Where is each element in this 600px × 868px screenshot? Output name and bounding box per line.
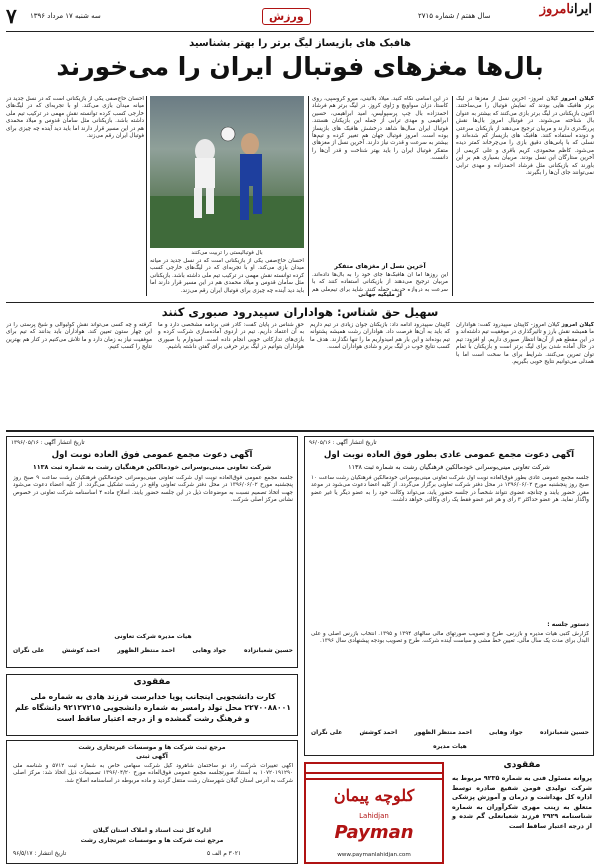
notice-right-agenda-title: دستور جلسه :: [547, 621, 589, 628]
lost-notice-license-title: مفقودی: [503, 760, 541, 770]
registry-code: ۳۰۲۱ م الف ۵: [207, 851, 242, 857]
registry-title: مرجع ثبت شرکت ها و موسسات غیرتجاری رشت: [78, 744, 226, 751]
lead-supertitle: هافبک های بازیساز لیگ برتر را بهتر بشناسید: [189, 38, 411, 49]
page-number: ۷: [6, 4, 17, 28]
section-label: ورزش: [262, 8, 311, 25]
registry-notice: [6, 740, 298, 864]
notice-right: [304, 436, 594, 756]
lead-column-5: احسان حاج‌صفی یکی از بازیکنانی است که در نسل جدید در میانه میدان بازی می‌کند. او با تجربه‌ای که در لیگ‌های خارجی کسب کرده توانسته نقش مهمی در ترکیب تیم ملی داشته باشد. بازیکنانی مثل سامان قدوس و میلاد محمدی هم در این مسیر قرار دارند اما باید دید آینده چه چیزی برای فوتبال ایران رقم می‌زند.: [150, 258, 304, 294]
ad-brand: کلوچه پیمان: [333, 786, 415, 805]
registry-date: تاریخ انتشار : ۹۶/۵/۱۷: [13, 851, 67, 857]
notice-right-footer: هیات مدیره: [433, 743, 467, 750]
lead-column-4: احسان حاج‌صفی یکی از بازیکنانی است که در نسل جدید در میانه میدان بازی می‌کند. او با تجربه‌ای که در لیگ‌های خارجی کسب کرده توانسته نقش مهمی در ترکیب تیم ملی داشته باشد. بازیکنانی مثل سامان قدوس و میلاد محمدی هم در این مسیر قرار دارند اما باید دید آینده چه چیزی برای فوتبال ایران رقم می‌زند.: [6, 96, 144, 140]
ad-url[interactable]: www.paymanlahidjan.com: [337, 852, 411, 858]
lost-notice-license-body: پروانه مسئول فنی به شماره ۹۲۳۵ مربوط به شرکت تولیدی فومن شفیع صادره توسط اداره کل بهداشت و درمان و آموزش پزشکی متعلق به زینب مهری شکرآوران به شماره شناسنامه ۲۹۲۹ فرزند شعبانعلی گم شده و از درجه اعتبار ساقط است: [452, 774, 592, 830]
second-column-3: حق شناس در پایان گفت: کادر فنی برنامه مشخصی دارد و ما به آن اعتماد داریم. تیم در اردوی آماده‌سازی شرکت کرده و بازی‌های تدارکاتی خوبی انجام داده است. امیدوارم با صبوری هواداران بتوانیم در لیگ برتر حرفی برای گفتن داشته باشیم.: [158, 322, 304, 351]
lost-notice-card: [6, 674, 298, 736]
photo-caption: بال فوتبالیستی را تربیت می‌کنند: [191, 250, 263, 256]
notice-left-body: جلسه مجمع عمومی فوق‌العاده نوبت اول شرکت تعاونی مینی‌بوسرانی خودمالکین فرهنگیان رشت ساعت ۹ صبح روز پنجشنبه مورخ ۱۳۹۶/۰۶/۰۲ در محل دفتر شرکت تعاونی واقع در رشت تشکیل می‌گردد. از کلیه اعضاء دعوت می‌شود جهت اتخاذ تصمیم نسبت به موضوعات ذیل در این جلسه حضور یابند. اصلاح ماده ۴ اساسنامه شرکت تعاونی در خصوص نشانی مرکز اصلی شرکت.: [13, 475, 293, 504]
second-column-2: کاپیتان سپیدرود ادامه داد: بازیکنان جوان زیادی در تیم داریم که باید به آن‌ها فرصت داد. هواداران رشت همیشه پشتوانه تیم بوده‌اند و این بار هم امیدواریم ما را تنها نگذارند. هدف ما کسب نتایج خوب در لیگ برتر و شادی هواداران است.: [310, 322, 450, 351]
payman-ad: [304, 762, 444, 864]
ad-brand-latin: Payman: [334, 822, 414, 843]
notice-left: [6, 436, 298, 668]
lead-column-1: گیلان امروز گیلان امروز- آخرین نسل از مغزها در لیگ برتر هافبک هایی بودند که نمایش فوتبال را می‌ساختند. اکنون بازیکنانی در لیگ برتر بازی می‌کنند که بیشتر به عنوان بال شناخته می‌شوند. در فوتبال امروز بال‌ها نقش پررنگ‌تری دارند و مربیان ترجیح می‌دهند از بازیکنان سرعتی و دونده استفاده کنند. هافبک های بازیساز کم شده‌اند و نسلی که با پاس‌های دقیق بازی را می‌چرخاند کمتر دیده می‌شود. کاظم محمودی، کریم باقری و علی کریمی از آخرین ستارگان این نسل بودند. مربیان بسیاری هم بر این باورند که بازیکنانی مثل فرشاد احمدزاده و مهدی ترابی نمی‌توانند جای آن‌ها را بگیرند.: [456, 96, 594, 177]
lead-headline: بال‌ها مغزهای فوتبال ایران را می‌خورند: [56, 52, 544, 81]
notice-right-agenda: گزارش کتبی هیات مدیره و بازرس. طرح و تصویب صورتهای مالی سالهای ۱۳۹۴ و ۱۳۹۵. انتخاب بازرس اصلی و علی البدل برای مدت یک سال مالی. تعیین خط مشی و سیاست آینده شرکت. طرح و تصویب بودجه پیشنهادی سال ۱۳۹۶.: [311, 631, 589, 645]
lost-notice-license: [450, 760, 594, 864]
lost-notice-card-body: کارت دانشجویی اینجانب پویا خدابرست فرزند هادی به شماره ملی ۲۲۷۰۰۸۸۰۰۱ محل تولد رامسر به شماره دانشجویی ۹۲۱۲۷۲۱۵ دانشگاه علم و فرهنگ رشت گمشده و از درجه اعتبار ساقط است: [15, 692, 291, 723]
notice-right-date: تاریخ انتشار آگهی : ۹۶/۰۵/۱۶: [309, 440, 377, 446]
registry-footer: اداره کل ثبت اسناد و املاک استان گیلان: [92, 827, 212, 834]
players-illustration: [150, 96, 304, 248]
second-column-1: گیلان امروز گیلان امروز- کاپیتان سپیدرود گفت: هواداران ما همیشه نقش بارز و تاثیرگذاری در موفقیت تیم داشته‌اند و در این مقطع هم از آن‌ها انتظار صبوری داریم. او افزود: تیم در حال آماده شدن برای لیگ برتر است و بازیکنان با تمام توان تمرین می‌کنند. شرایط برای ما سخت است اما با همدلی می‌توانیم نتایج خوبی بگیریم.: [456, 322, 594, 366]
registry-footer-2: مرجع ثبت شرکت ها و موسسات غیرتجاری رشت: [80, 837, 224, 844]
notice-left-title: آگهی دعوت مجمع عمومی فوق العاده نوبت اول: [51, 450, 253, 460]
notice-right-title: آگهی دعوت مجمع عمومی عادی بطور فوق العاده نوبت اول: [323, 450, 575, 460]
registry-body: آگهی تغییرات شرکت راد نو ساختمان شاهرود گیل شرکت سهامی خاص به شماره ثبت ۵۷۱۲ و شناسه ملی ۱۰۷۲۰۱۹۱۲۹۰ به استناد صورتجلسه مجمع عمومی فوق‌العاده مورخ ۱۳۹۶/۰۴/۲۰ تصمیمات ذیل اتخاذ شد: مرکز اصلی شرکت به آدرس استان گیلان شهرستان رشت منتقل گردید و ماده مربوطه در اساسنامه اصلاح شد.: [13, 763, 293, 784]
lost-notice-card-title: مفقودی: [133, 677, 171, 687]
lead-subhead: آخرین نسل از مغزهای متفکر: [334, 262, 426, 270]
football-photo: [150, 96, 304, 248]
registry-subtitle: آگهی ثبتی: [136, 753, 168, 760]
second-headline: سهیل حق شناس: هواداران سپیدرود صبوری کنند: [161, 305, 439, 319]
notice-left-footer: هیات مدیره شرکت تعاونی: [114, 633, 192, 640]
issue-number: سال هفتم / شماره ۲۷۱۵: [418, 12, 491, 20]
lead-byline: از ملیکیه جهانی: [358, 292, 402, 298]
newspaper-logo: ایرانامروز: [539, 2, 592, 17]
ad-tag: Lahidjan: [359, 812, 389, 820]
notice-left-subtitle: شرکت تعاونی مینی‌بوسرانی خودمالکین فرهنگیان رشت به شماره ثبت ۱۱۳۸: [32, 463, 272, 471]
lead-column-3: این روزها اما آن هافبک‌ها جای خود را به بال‌ها داده‌اند. مربیان ترجیح می‌دهند از بازیکنانی استفاده کنند که با سرعت به دروازه حریف حمله کنند. شاید برای تیم‌ملی هم: [312, 272, 448, 292]
second-column-4: گرفته و چه کسی می‌تواند نقش کولیوالی و شیخ پرستی را در این چهار ستون تعیین کند. هواداران باید بدانند که تیم برای موفقیت نیاز به زمان دارد و ما تلاش می‌کنیم در کنار هم بهترین نتایج را کسب کنیم.: [6, 322, 152, 351]
notice-right-body: جلسه مجمع عمومی عادی بطور فوق‌العاده نوبت اول شرکت تعاونی مینی‌بوسرانی خودمالکین فرهنگیان رشت ساعت ۱۰ صبح روز پنجشنبه مورخ ۱۳۹۶/۰۶/۰۲ در محل دفتر شرکت تعاونی برگزار می‌گردد. از کلیه اعضا دعوت می‌شود در موعد مقرر حضور یابند و چنانچه عضوی نتواند شخصاً در جلسه حضور یابد، می‌تواند وکالت خود را به عضو دیگر یا غیر عضو واگذار نماید. هر عضو حداکثر ۳ رای و هر غیر عضو فقط یک رای وکالتی خواهد داشت.: [311, 475, 589, 504]
issue-date: سه شنبه ۱۷ مرداد ۱۳۹۶: [30, 12, 101, 20]
notice-left-date: تاریخ انتشار آگهی : ۱۳۹۶/۰۵/۱۶: [11, 440, 85, 446]
notice-right-subtitle: شرکت تعاونی مینی‌بوسرانی خودمالکین فرهنگیان رشت به شماره ثبت ۱۱۳۸: [348, 463, 550, 471]
lead-column-2: در این اسامی نگاه کنید. میلاد بلاتینی، میرو کروسپی، روی کاستا، دزان سواویچ و ژاوی کروز. در لیگ برتر هم فرشاد احمدزاده بال چپ پرسپولیس، امید ابراهیمی، حسین ابراهیمی و مهدی ترابی از جمله این بازیکنان هستند. فوتبال ایران سال‌ها شاهد درخشش هافبک های بازیساز بوده است. امروز فوتبال جهان هم تغییر کرده و تیم‌ها بیشتر به سرعت و قدرت نیاز دارند. آخرین نسل از مغزهای متفکر فوتبال ایران را باید بهتر شناخت و قدر آن‌ها را دانست.: [312, 96, 448, 162]
notice-left-signatures: حسین شعبانزاده جواد وهابی احمد منتظر الظهور احمد کوشش علی نگران: [13, 647, 293, 654]
notice-right-signatures: حسین شعبانزاده جواد وهابی احمد منتظر الظهور احمد کوشش علی نگران: [311, 729, 589, 736]
